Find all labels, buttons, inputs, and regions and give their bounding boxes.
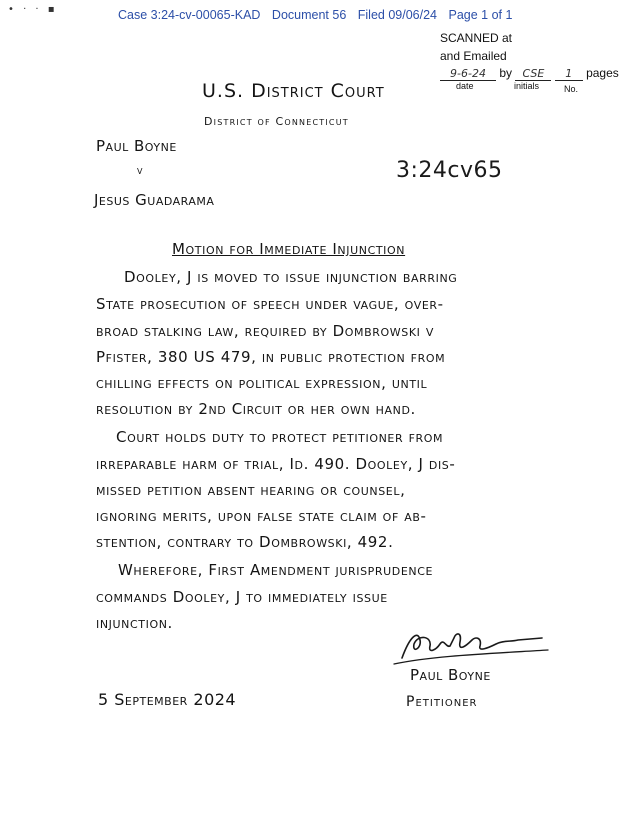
ecf-header (118, 8, 520, 22)
docket-number: 3:24cv65 (396, 158, 503, 183)
motion-line: irreparable harm of trial, Id. 490. Dooley, J dis- (96, 455, 456, 473)
signing-date: 5 September 2024 (98, 690, 237, 709)
stamp-by-label: by (499, 66, 513, 80)
stamp-no-caption: No. (564, 84, 579, 94)
motion-title: Motion for Immediate Injunction (172, 240, 406, 258)
scan-stamp-emailed: and Emailed (440, 49, 507, 63)
scan-stamp-entry-line (440, 66, 619, 81)
motion-line: Dooley, J is moved to issue injunction barring (124, 268, 458, 286)
motion-line: broad stalking law, required by Dombrowski v (96, 322, 434, 340)
scan-artifact-dots: • · · ▪ (8, 4, 58, 15)
motion-line: Court holds duty to protect petitioner from (116, 428, 444, 446)
motion-line: Pfister, 380 US 479, in public protection from (96, 348, 446, 366)
signer-role: Petitioner (406, 694, 478, 710)
court-name: U.S. District Court (202, 80, 385, 102)
signer-name: Paul Boyne (410, 666, 491, 684)
stamp-pages-label: pages (586, 66, 619, 80)
motion-line: stention, contrary to Dombrowski, 492. (96, 533, 394, 551)
motion-line: State prosecution of speech under vague, over- (96, 295, 444, 313)
stamp-initials-value: CSE (515, 67, 551, 81)
page-count: Page 1 of 1 (448, 8, 513, 22)
defendant-name: Jesus Guadarama (94, 191, 215, 209)
filed-date: Filed 09/06/24 (357, 8, 437, 22)
motion-line: commands Dooley, J to immediately issue (96, 588, 388, 606)
stamp-count-value: 1 (555, 67, 583, 81)
stamp-date-caption: date (456, 81, 474, 91)
versus-mark: v (137, 163, 143, 177)
scan-stamp-title: SCANNED at (440, 31, 513, 45)
stamp-initials-caption: initials (514, 81, 540, 91)
motion-line: missed petition absent hearing or counsel, (96, 481, 406, 499)
handwritten-signature (392, 626, 552, 668)
motion-line: injunction. (96, 614, 173, 632)
case-number: Case 3:24-cv-00065-KAD (118, 8, 261, 22)
motion-line: Wherefore, First Amendment jurisprudence (118, 561, 434, 579)
stamp-date-value: 9-6-24 (440, 67, 496, 81)
court-district: District of Connecticut (204, 115, 349, 128)
motion-line: chilling effects on political expression, until (96, 374, 428, 392)
motion-line: resolution by 2nd Circuit or her own hand. (96, 400, 416, 418)
motion-line: ignoring merits, upon false state claim of ab- (96, 507, 427, 525)
document-number: Document 56 (271, 8, 347, 22)
plaintiff-name: Paul Boyne (96, 137, 177, 155)
